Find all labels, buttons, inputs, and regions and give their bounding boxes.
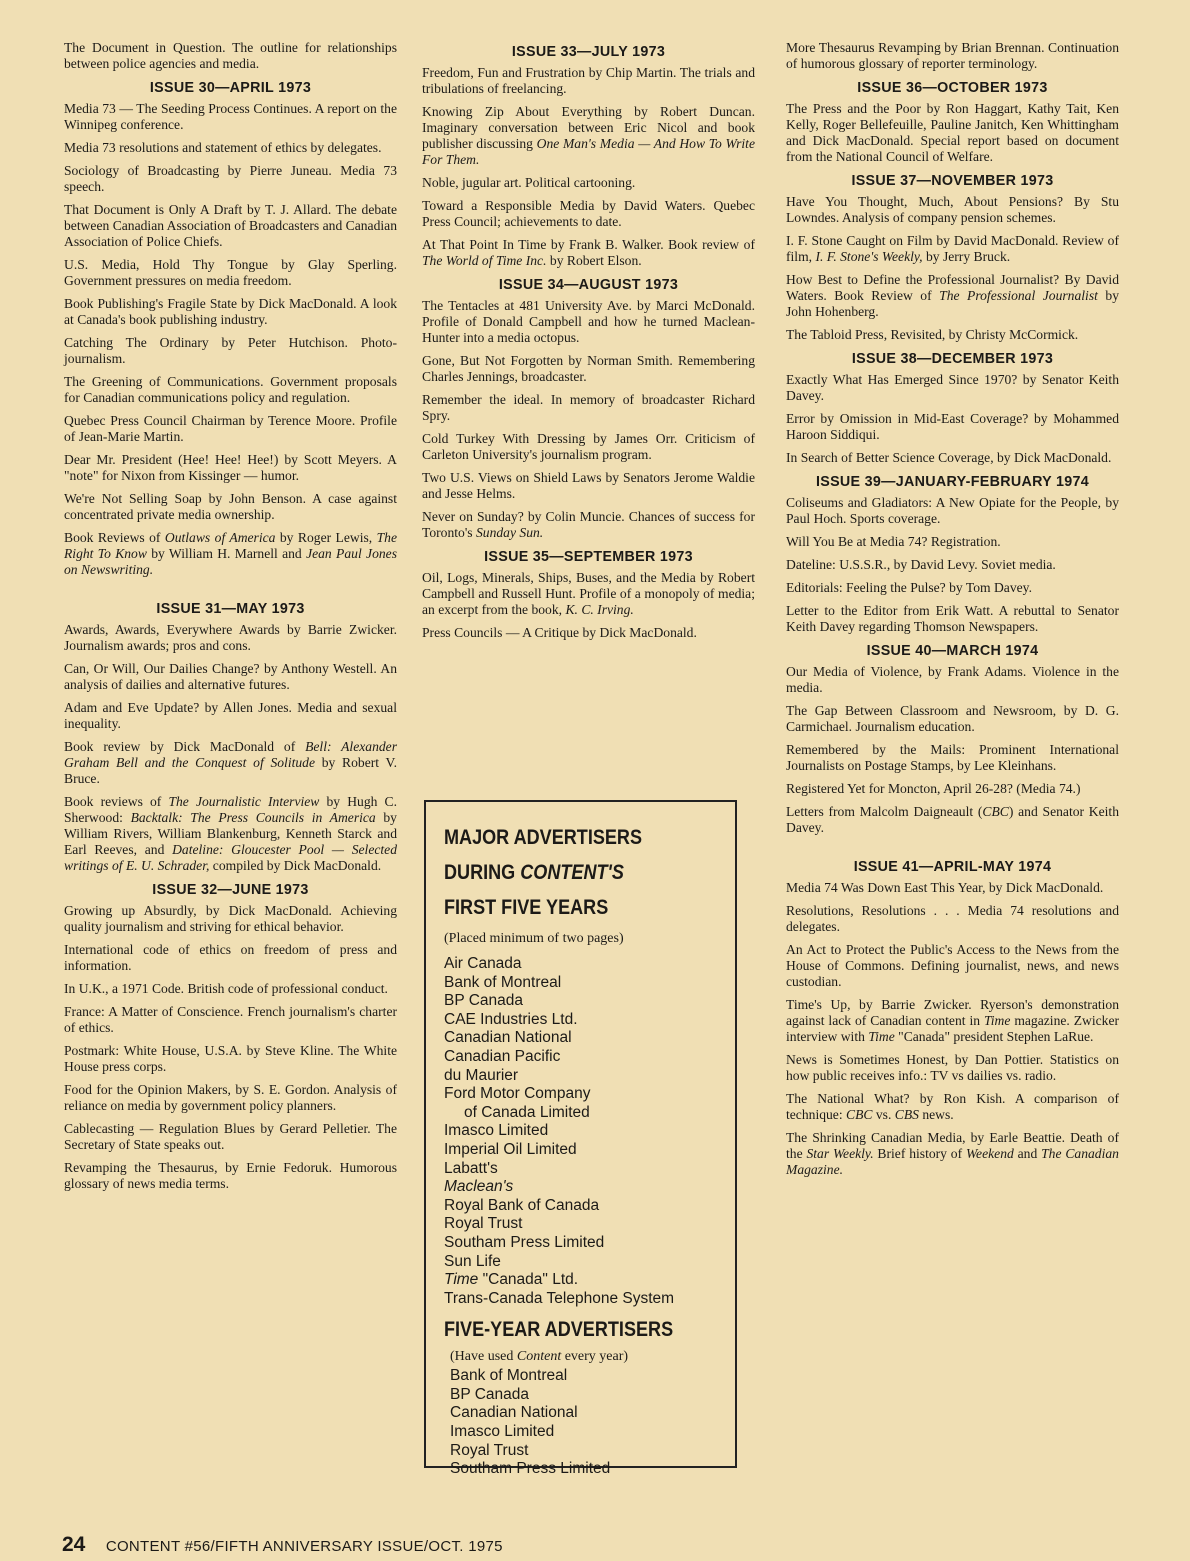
issue-heading: ISSUE 35—SEPTEMBER 1973 [484, 549, 693, 565]
column-right [786, 40, 1119, 1185]
issue-heading: ISSUE 31—MAY 1973 [156, 601, 305, 617]
article-entry: U.S. Media, Hold Thy Tongue by Glay Sperling. Government pressures on media freedom. [64, 257, 397, 288]
advertiser-item: Labatt's [444, 1159, 498, 1177]
article-entry: Press Councils — A Critique by Dick MacDonald. [422, 625, 697, 640]
article-entry: Knowing Zip About Everything by Robert Duncan. Imaginary conversation between Eric Nicol and book publisher discussing One Man's Media — And How To Write For Them. [422, 104, 755, 167]
article-entry: Dear Mr. President (Hee! Hee! Hee!) by Scott Meyers. A "note" for Nixon from Kissinger — humor. [64, 452, 397, 483]
article-entry: Cablecasting — Regulation Blues by Gerard Pelletier. The Secretary of State speaks out. [64, 1121, 397, 1152]
article-entry: Awards, Awards, Everywhere Awards by Barrie Zwicker. Journalism awards; pros and cons. [64, 622, 397, 653]
article-entry: Growing up Absurdly, by Dick MacDonald. Achieving quality journalism and striving for ethical behavior. [64, 903, 397, 934]
article-entry: How Best to Define the Professional Journalist? By David Waters. Book Review of The Professional Journalist by John Hohenberg. [786, 272, 1120, 319]
advertisers-heading [444, 820, 735, 925]
advertiser-item: Canadian Pacific [444, 1047, 561, 1065]
article-entry: The Gap Between Classroom and Newsroom, by D. G. Carmichael. Journalism education. [786, 703, 1119, 734]
article-entry: Oil, Logs, Minerals, Ships, Buses, and the Media by Robert Campbell and Russell Hunt. Profile of a monopoly of media; an excerpt from the book, K. C. Irving. [422, 570, 755, 617]
article-entry: Toward a Responsible Media by David Waters. Quebec Press Council; achievements to date. [422, 198, 755, 229]
article-entry: In Search of Better Science Coverage, by Dick MacDonald. [786, 450, 1112, 465]
article-entry: Dateline: U.S.S.R., by David Levy. Soviet media. [786, 557, 1056, 572]
article-entry: The Document in Question. The outline for relationships between police agencies and media. [64, 40, 397, 71]
issue-heading: ISSUE 40—MARCH 1974 [866, 643, 1039, 659]
article-entry: The Press and the Poor by Ron Haggart, Kathy Tait, Ken Kelly, Roger Bellefeuille, Pauline Janitch, Ken Whittingham and Dick MacDonald. Special report based on document from the National Council of Welfare. [786, 101, 1119, 164]
article-entry: Error by Omission in Mid-East Coverage? by Mohammed Haroon Siddiqui. [786, 411, 1119, 442]
issue-heading: ISSUE 39—JANUARY-FEBRUARY 1974 [815, 474, 1090, 490]
advertisers-heading-line: MAJOR ADVERTISERS [444, 826, 643, 849]
issue-heading: ISSUE 38—DECEMBER 1973 [851, 351, 1054, 367]
advertiser-item: Southam Press Limited [444, 1233, 605, 1251]
article-entry: An Act to Protect the Public's Access to the News from the House of Commons. Defining journalist, news, and news custodian. [786, 942, 1119, 989]
article-entry: Sociology of Broadcasting by Pierre Juneau. Media 73 speech. [64, 163, 397, 194]
article-entry: Cold Turkey With Dressing by James Orr. Criticism of Carleton University's journalism program. [422, 431, 755, 462]
advertisers-heading-line: FIRST FIVE YEARS [444, 896, 609, 919]
article-entry: Book Reviews of Outlaws of America by Roger Lewis, The Right To Know by William H. Marnell and Jean Paul Jones on Newswriting. [64, 530, 397, 577]
article-entry: The Tentacles at 481 University Ave. by Marci McDonald. Profile of Donald Campbell and how he turned Maclean-Hunter into a media octopus. [422, 298, 755, 345]
issue-heading: ISSUE 34—AUGUST 1973 [498, 277, 679, 293]
article-entry: Remember the ideal. In memory of broadcaster Richard Spry. [422, 392, 755, 423]
article-entry: Book Publishing's Fragile State by Dick MacDonald. A look at Canada's book publishing industry. [64, 296, 397, 327]
advertiser-item: CAE Industries Ltd. [444, 1010, 578, 1028]
advertiser-item: Canadian National [450, 1404, 578, 1422]
advertiser-item: du Maurier [444, 1066, 519, 1084]
article-entry: At That Point In Time by Frank B. Walker. Book review of The World of Time Inc. by Robert Elson. [422, 237, 755, 268]
article-entry: Media 74 Was Down East This Year, by Dick MacDonald. [786, 880, 1104, 895]
issue-heading: ISSUE 37—NOVEMBER 1973 [851, 173, 1054, 189]
article-entry: Letters from Malcolm Daigneault (CBC) and Senator Keith Davey. [786, 804, 1119, 835]
article-entry: I. F. Stone Caught on Film by David MacDonald. Review of film, I. F. Stone's Weekly, by Jerry Bruck. [786, 233, 1119, 264]
article-entry: More Thesaurus Revamping by Brian Brennan. Continuation of humorous glossary of reporter terminology. [786, 40, 1119, 71]
article-entry: Catching The Ordinary by Peter Hutchison. Photo-journalism. [64, 335, 397, 366]
article-entry: The National What? by Ron Kish. A comparison of technique: CBC vs. CBS news. [786, 1091, 1119, 1122]
article-entry: Quebec Press Council Chairman by Terence Moore. Profile of Jean-Marie Martin. [64, 413, 397, 444]
article-entry: Postmark: White House, U.S.A. by Steve Kline. The White House press corps. [64, 1043, 397, 1074]
article-entry: Resolutions, Resolutions . . . Media 74 resolutions and delegates. [786, 903, 1119, 934]
article-entry: Revamping the Thesaurus, by Ernie Fedoruk. Humorous glossary of news media terms. [64, 1160, 397, 1191]
article-entry: The Shrinking Canadian Media, by Earle Beattie. Death of the Star Weekly. Brief history of Weekend and The Canadian Magazine. [786, 1130, 1119, 1177]
advertiser-item: Ford Motor Company [444, 1085, 591, 1103]
article-entry: Coliseums and Gladiators: A New Opiate for the People, by Paul Hoch. Sports coverage. [786, 495, 1119, 526]
issue-heading: ISSUE 36—OCTOBER 1973 [857, 80, 1048, 96]
article-entry: Letter to the Editor from Erik Watt. A rebuttal to Senator Keith Davey regarding Thomson Newspapers. [786, 603, 1119, 634]
advertisers-note: (Placed minimum of two pages) [444, 931, 624, 946]
article-entry: The Greening of Communications. Government proposals for Canadian communications policy and regulation. [64, 374, 397, 405]
article-entry: Registered Yet for Moncton, April 26-28? (Media 74.) [786, 781, 1081, 796]
article-entry: That Document is Only A Draft by T. J. Allard. The debate between Canadian Association of Broadcasters and Canadian Association of Police Chiefs. [64, 202, 397, 249]
five-year-list [444, 1367, 735, 1479]
issue-heading: ISSUE 41—APRIL-MAY 1974 [853, 859, 1052, 875]
footer-text: CONTENT #56/FIFTH ANNIVERSARY ISSUE/OCT. 1975 [105, 1538, 503, 1555]
article-entry: Media 73 resolutions and statement of ethics by delegates. [64, 140, 382, 155]
article-entry: Will You Be at Media 74? Registration. [786, 534, 1001, 549]
column-middle [422, 40, 755, 648]
advertiser-item: Imasco Limited [450, 1423, 555, 1441]
advertiser-item: Imperial Oil Limited [444, 1140, 577, 1158]
page-footer [62, 1533, 503, 1557]
article-entry: Our Media of Violence, by Frank Adams. Violence in the media. [786, 664, 1119, 695]
article-entry: Media 73 — The Seeding Process Continues. A report on the Winnipeg conference. [64, 101, 397, 132]
article-entry: Can, Or Will, Our Dailies Change? by Anthony Westell. An analysis of dailies and alternative futures. [64, 661, 397, 692]
article-entry: Editorials: Feeling the Pulse? by Tom Davey. [786, 580, 1032, 595]
article-entry: Remembered by the Mails: Prominent International Journalists on Postage Stamps, by Lee Kleinhans. [786, 742, 1119, 773]
advertiser-item: BP Canada [450, 1385, 529, 1403]
issue-heading: ISSUE 32—JUNE 1973 [152, 882, 309, 898]
advertiser-item: Imasco Limited [444, 1122, 549, 1140]
advertiser-item: Sun Life [444, 1252, 501, 1270]
issue-heading: ISSUE 33—JULY 1973 [511, 44, 666, 60]
advertisers-list [444, 955, 735, 1308]
advertiser-item: Royal Bank of Canada [444, 1196, 600, 1214]
article-entry: Time's Up, by Barrie Zwicker. Ryerson's demonstration against lack of Canadian content in Time magazine. Zwicker interview with Time "Canada" president Stephen LaRue. [786, 997, 1120, 1044]
five-year-heading: FIVE-YEAR ADVERTISERS [444, 1318, 674, 1342]
article-entry: France: A Matter of Conscience. French journalism's charter of ethics. [64, 1004, 397, 1035]
five-year-note: (Have used Content every year) [450, 1349, 629, 1365]
article-entry: Never on Sunday? by Colin Muncie. Chances of success for Toronto's Sunday Sun. [422, 509, 755, 540]
article-entry: In U.K., a 1971 Code. British code of professional conduct. [64, 981, 388, 996]
advertiser-item: Royal Trust [444, 1215, 523, 1233]
article-entry: Book review by Dick MacDonald of Bell: Alexander Graham Bell and the Conquest of Solitude by Robert V. Bruce. [64, 739, 397, 786]
article-entry: Two U.S. Views on Shield Laws by Senators Jerome Waldie and Jesse Helms. [422, 470, 755, 501]
article-entry: Noble, jugular art. Political cartooning. [422, 175, 636, 190]
article-entry: Have You Thought, Much, About Pensions? By Stu Lowndes. Analysis of company pension schemes. [786, 194, 1119, 225]
advertiser-item: Time "Canada" Ltd. [444, 1271, 579, 1289]
article-entry: The Tabloid Press, Revisited, by Christy McCormick. [786, 327, 1079, 342]
article-entry: We're Not Selling Soap by John Benson. A case against concentrated private media ownership. [64, 491, 397, 522]
advertiser-item: Bank of Montreal [450, 1367, 568, 1385]
article-entry: Food for the Opinion Makers, by S. E. Gordon. Analysis of reliance on media by government policy planners. [64, 1082, 397, 1113]
article-entry: International code of ethics on freedom of press and information. [64, 942, 397, 973]
issue-heading: ISSUE 30—APRIL 1973 [149, 80, 312, 96]
article-entry: Adam and Eve Update? by Allen Jones. Media and sexual inequality. [64, 700, 397, 731]
advertisers-box [424, 800, 737, 1478]
advertiser-item: Bank of Montreal [444, 973, 562, 991]
advertiser-item: Maclean's [444, 1178, 514, 1196]
advertiser-item: Trans-Canada Telephone System [444, 1289, 675, 1307]
advertiser-item: Air Canada [444, 955, 522, 972]
advertiser-item: BP Canada [444, 992, 523, 1010]
article-entry: Book reviews of The Journalistic Interview by Hugh C. Sherwood: Backtalk: The Press Councils in America by William Rivers, William Blankenburg, Kenneth Starck and Earl Reeves, and Dateline: Gloucester Pool — Selected writings of E. U. Schrader, compiled by Dick MacDonald. [64, 794, 397, 873]
article-entry: News is Sometimes Honest, by Dan Pottier. Statistics on how public receives info.: TV vs dailies vs. radio. [786, 1052, 1119, 1083]
advertiser-item: of Canada Limited [464, 1103, 590, 1121]
advertisers-heading-line: DURING CONTENT'S [444, 861, 624, 884]
advertiser-item: Canadian National [444, 1029, 572, 1047]
page-number: 24 [62, 1533, 86, 1556]
article-entry: Gone, But Not Forgotten by Norman Smith. Remembering Charles Jennings, broadcaster. [422, 353, 755, 384]
column-left [64, 40, 397, 1199]
article-entry: Freedom, Fun and Frustration by Chip Martin. The trials and tribulations of freelancing. [422, 65, 755, 96]
advertiser-item: Royal Trust [450, 1441, 529, 1459]
advertiser-item: Southam Press Limited [450, 1460, 611, 1478]
article-entry: Exactly What Has Emerged Since 1970? by Senator Keith Davey. [786, 372, 1119, 403]
